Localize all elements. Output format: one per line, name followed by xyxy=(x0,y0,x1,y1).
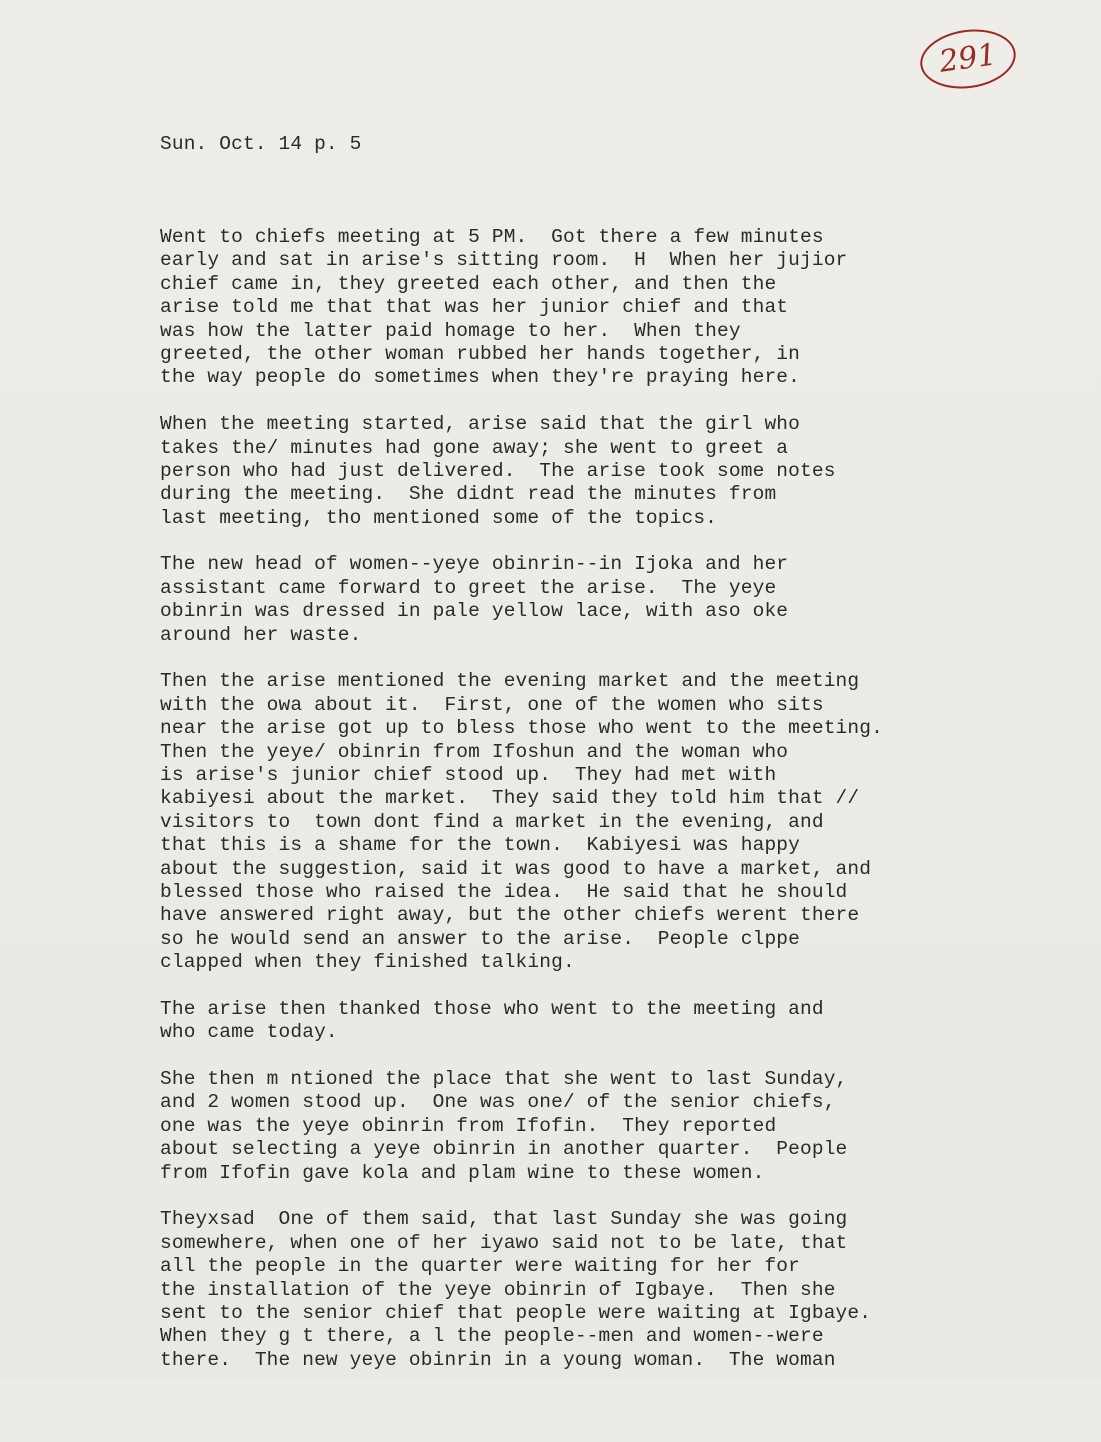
text-line: kabiyesi about the market. They said they told him that // xyxy=(160,787,860,810)
text-line: blessed those who raised the idea. He said that he should xyxy=(160,880,848,903)
text-line: She then m ntioned the place that she went to last Sunday, xyxy=(160,1068,848,1091)
text-line: visitors to town dont find a market in the evening, and xyxy=(160,810,824,833)
text-line: around her waste. xyxy=(160,623,362,646)
text-line: When the meeting started, arise said that the girl who xyxy=(160,413,801,436)
paragraph xyxy=(160,1068,1060,1185)
text-line: so he would send an answer to the arise. People clppe xyxy=(160,927,801,950)
text-line: greeted, the other woman rubbed her hands together, in xyxy=(160,342,801,365)
text-line: one was the yeye obinrin from Ifofin. They reported xyxy=(160,1114,777,1137)
text-line: assistant came forward to greet the arise. The yeye xyxy=(160,576,777,599)
text-line: The new head of women--yeye obinrin--in Ijoka and her xyxy=(160,553,789,576)
text-line: Theyxsad One of them said, that last Sunday she was going xyxy=(160,1208,848,1231)
text-line: chief came in, they greeted each other, and then the xyxy=(160,272,777,295)
text-line: and 2 women stood up. One was one/ of the senior chiefs, xyxy=(160,1091,836,1114)
text-line: about selecting a yeye obinrin in another quarter. People xyxy=(160,1138,848,1161)
page-number-stamp: 291 xyxy=(916,24,1019,95)
text-line: obinrin was dressed in pale yellow lace, with aso oke xyxy=(160,600,789,623)
paragraph xyxy=(160,413,1060,530)
text-line: there. The new yeye obinrin in a young woman. The woman xyxy=(160,1348,836,1371)
paragraph xyxy=(160,670,1060,974)
text-line: The arise then thanked those who went to the meeting and xyxy=(160,997,824,1020)
text-line: takes the/ minutes had gone away; she went to greet a xyxy=(160,436,789,459)
text-line: sent to the senior chief that people were waiting at Igbaye. xyxy=(160,1301,872,1324)
paragraph xyxy=(160,553,1060,647)
text-line: early and sat in arise's sitting room. H When her jujior xyxy=(160,249,848,272)
paragraph xyxy=(160,1208,1060,1372)
paragraph xyxy=(160,998,1060,1045)
text-line: somewhere, when one of her iyawo said not to be late, that xyxy=(160,1231,848,1254)
text-line: last meeting, tho mentioned some of the topics. xyxy=(160,506,718,529)
text-line: is arise's junior chief stood up. They had met with xyxy=(160,764,777,786)
paragraphs xyxy=(160,226,1060,1372)
text-line: with the owa about it. First, one of the women who sits xyxy=(160,693,824,716)
text-line: about the suggestion, said it was good to have a market, and xyxy=(160,857,872,880)
text-line: Went to chiefs meeting at 5 PM. Got there a few minutes xyxy=(160,226,824,249)
text-line: clapped when they finished talking. xyxy=(160,951,575,974)
text-line: When they g t there, a l the people--men and women--were xyxy=(160,1325,824,1348)
text-line: the way people do sometimes when they're praying here. xyxy=(160,366,801,389)
text-line: from Ifofin gave kola and plam wine to these women. xyxy=(160,1161,765,1184)
text-line: have answered right away, but the other chiefs werent there xyxy=(160,904,860,927)
text-line: near the arise got up to bless those who went to the meeting. xyxy=(160,717,883,740)
page-heading: Sun. Oct. 14 p. 5 xyxy=(160,132,362,155)
text-line: was how the latter paid homage to her. When they xyxy=(160,319,741,342)
text-line: the installation of the yeye obinrin of Igbaye. Then she xyxy=(160,1278,836,1301)
text-line: arise told me that that was her junior chief and that xyxy=(160,296,789,319)
paragraph xyxy=(160,226,1060,390)
text-line: Then the arise mentioned the evening market and the meeting xyxy=(160,670,860,693)
text-line: during the meeting. She didnt read the minutes from xyxy=(160,483,777,506)
text-line: who came today. xyxy=(160,1021,338,1044)
text-line: person who had just delivered. The arise took some notes xyxy=(160,459,836,482)
text-line: Then the yeye/ obinrin from Ifoshun and the woman who xyxy=(160,740,789,763)
text-line: that this is a shame for the town. Kabiyesi was happy xyxy=(160,834,801,857)
typewritten-text xyxy=(160,86,1060,1442)
text-line: all the people in the quarter were waiting for her for xyxy=(160,1255,801,1278)
